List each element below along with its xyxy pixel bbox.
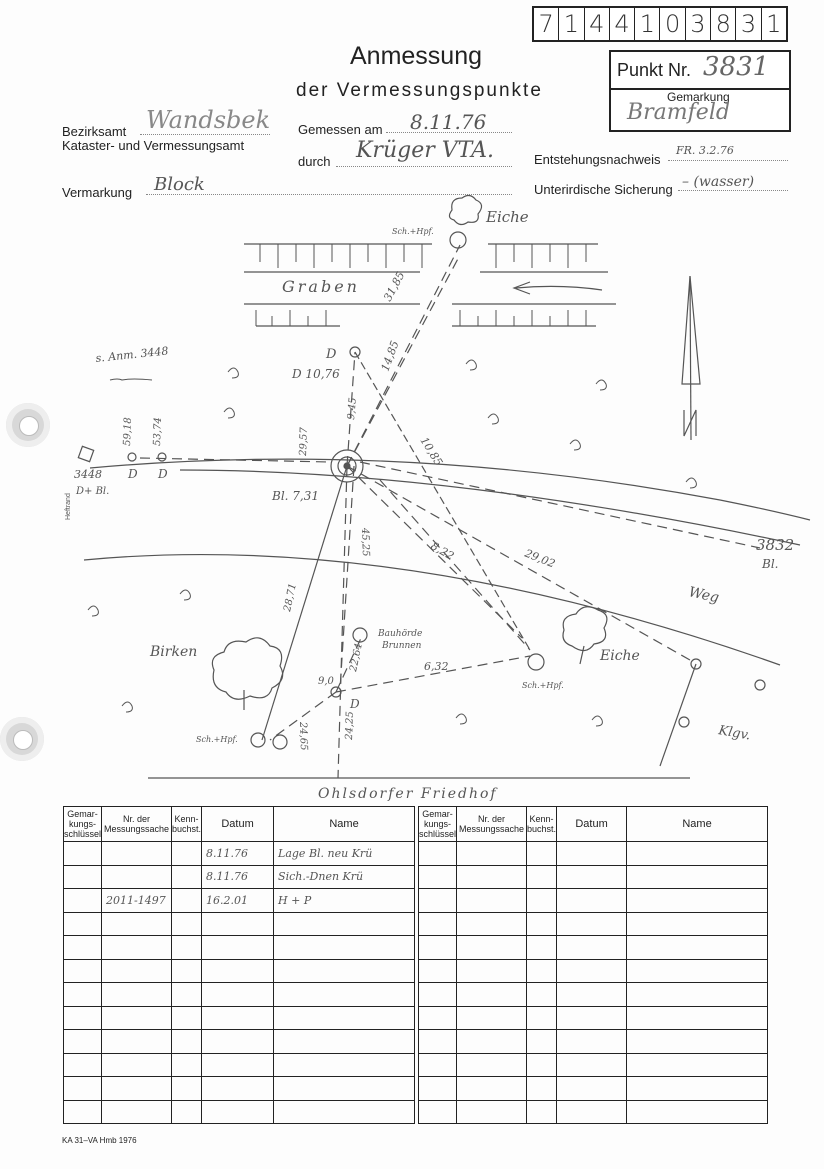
table-cell xyxy=(172,889,202,913)
header-datum: Datum xyxy=(202,807,274,842)
label-sch-left: Sch.+Hpf. xyxy=(196,735,238,744)
table-cell xyxy=(419,842,457,866)
table-cell xyxy=(557,959,627,983)
id-digit: 1 xyxy=(766,10,782,38)
label-d1: D xyxy=(128,467,138,481)
table-row xyxy=(419,1053,768,1077)
table-cell: 8.11.76 xyxy=(202,865,274,889)
table-cell: 2011-1497 xyxy=(102,889,172,913)
register-table-left xyxy=(63,806,415,1124)
table-cell xyxy=(172,983,202,1007)
table-row xyxy=(64,912,415,936)
table-cell: Sich.-Dnen Krü xyxy=(274,865,415,889)
measure-4525: 45,25 xyxy=(359,527,371,557)
kataster-label: Kataster- und Vermessungsamt xyxy=(62,138,245,153)
table-cell xyxy=(202,983,274,1007)
table-cell xyxy=(172,1100,202,1124)
form-code: KA 31–VA Hmb 1976 xyxy=(62,1136,137,1145)
id-digit: 4 xyxy=(610,8,635,40)
table-cell xyxy=(527,1006,557,1030)
measure-90: 9,0 xyxy=(318,676,334,687)
table-cell xyxy=(627,912,768,936)
sicherung-label: Unterirdische Sicherung xyxy=(534,182,673,197)
table-cell xyxy=(172,912,202,936)
table-cell xyxy=(64,842,102,866)
label-bl-731: Bl. 7,31 xyxy=(272,489,320,503)
table-cell xyxy=(527,1030,557,1054)
table-row xyxy=(419,889,768,913)
table-cell xyxy=(274,936,415,960)
table-cell xyxy=(64,983,102,1007)
table-cell xyxy=(457,1100,527,1124)
table-row xyxy=(64,1006,415,1030)
header-datum-right: Datum xyxy=(557,807,627,842)
table-row xyxy=(419,936,768,960)
table-cell xyxy=(419,1030,457,1054)
table-cell xyxy=(172,1030,202,1054)
label-klgv: Klgv. xyxy=(717,723,752,744)
table-cell xyxy=(172,1053,202,1077)
punkt-value: 3831 xyxy=(703,52,770,82)
table-row xyxy=(64,889,415,913)
table-cell xyxy=(419,889,457,913)
table-cell xyxy=(102,865,172,889)
id-digit: 0 xyxy=(660,8,685,40)
table-cell xyxy=(557,1100,627,1124)
register-table-right xyxy=(418,806,768,1124)
table-cell xyxy=(274,1030,415,1054)
table-row xyxy=(419,959,768,983)
table-cell xyxy=(274,959,415,983)
label-d-10: D 10,76 xyxy=(292,367,340,381)
table-cell xyxy=(527,842,557,866)
table-cell xyxy=(527,983,557,1007)
table-cell xyxy=(102,983,172,1007)
label-sch-top: Sch.+Hpf. xyxy=(392,227,434,236)
label-d-bottom: D xyxy=(350,697,360,711)
table-cell xyxy=(202,959,274,983)
table-cell xyxy=(202,1006,274,1030)
table-cell xyxy=(172,959,202,983)
gemessen-label: Gemessen am xyxy=(298,122,383,137)
measure-3185: 31,85 xyxy=(381,269,408,304)
table-cell xyxy=(627,865,768,889)
table-cell xyxy=(527,936,557,960)
table-cell xyxy=(527,889,557,913)
label-heftrand: Heftrand xyxy=(65,493,72,520)
table-cell xyxy=(627,959,768,983)
table-cell xyxy=(627,1006,768,1030)
table-cell xyxy=(419,983,457,1007)
punkt-label: Punkt Nr. xyxy=(617,60,692,80)
table-cell: H + P xyxy=(274,889,415,913)
table-cell xyxy=(202,912,274,936)
table-cell xyxy=(627,1100,768,1124)
table-cell xyxy=(274,912,415,936)
table-cell xyxy=(64,1053,102,1077)
table-row xyxy=(64,1030,415,1054)
measure-2957: 29,57 xyxy=(298,427,310,457)
table-row xyxy=(64,1077,415,1101)
sicherung-value: – (wasser) xyxy=(682,174,755,190)
table-cell xyxy=(557,1030,627,1054)
measure-2902: 29,02 xyxy=(522,546,557,571)
table-cell xyxy=(172,865,202,889)
label-d2: D xyxy=(158,467,168,481)
table-row xyxy=(419,1077,768,1101)
measure-945: 9,45 xyxy=(346,397,359,421)
table-cell xyxy=(457,1077,527,1101)
table-cell xyxy=(419,1053,457,1077)
table-cell xyxy=(102,1100,172,1124)
table-row xyxy=(419,1006,768,1030)
table-row xyxy=(64,936,415,960)
table-row xyxy=(419,1030,768,1054)
label-eiche-top: Eiche xyxy=(486,208,529,226)
table-cell xyxy=(64,959,102,983)
id-digit: 1 xyxy=(559,8,584,40)
table-cell xyxy=(557,912,627,936)
vermarkung-value: Block xyxy=(154,174,205,195)
table-row xyxy=(419,983,768,1007)
table-row xyxy=(419,842,768,866)
table-cell xyxy=(274,983,415,1007)
table-cell xyxy=(202,1030,274,1054)
table-cell xyxy=(557,842,627,866)
table-cell xyxy=(527,1100,557,1124)
gemarkung-label: Gemarkung xyxy=(667,90,730,104)
table-cell xyxy=(202,1053,274,1077)
label-eiche-mid: Eiche xyxy=(600,648,640,664)
table-cell xyxy=(527,865,557,889)
label-s-anm: s. Anm. 3448 xyxy=(94,344,170,365)
measure-1485: 14,85 xyxy=(378,338,402,374)
measure-5918: 59,18 xyxy=(122,417,134,447)
table-cell xyxy=(557,1077,627,1101)
table-row xyxy=(64,842,415,866)
label-sch-mid: Sch.+Hpf. xyxy=(522,681,564,690)
header-messungssache-right: Nr. der Messungssache xyxy=(457,807,527,842)
label-d-bl: D+ Bl. xyxy=(76,486,110,497)
id-digit: 3 xyxy=(686,8,711,40)
gemarkung-value: Bramfeld xyxy=(627,100,730,125)
table-cell: 8.11.76 xyxy=(202,842,274,866)
table-cell xyxy=(457,865,527,889)
table-cell: Lage Bl. neu Krü xyxy=(274,842,415,866)
table-cell xyxy=(64,865,102,889)
table-cell xyxy=(627,1053,768,1077)
label-birken: Birken xyxy=(150,644,198,660)
table-cell xyxy=(202,1100,274,1124)
entstehung-label: Entstehungsnachweis xyxy=(534,152,661,167)
table-cell xyxy=(627,983,768,1007)
label-weg: Weg xyxy=(687,584,721,607)
table-cell xyxy=(527,1077,557,1101)
header-messungssache: Nr. der Messungssache xyxy=(102,807,172,842)
table-cell xyxy=(419,912,457,936)
label-3832: 3832 xyxy=(756,536,795,554)
table-cell xyxy=(557,865,627,889)
table-cell xyxy=(419,1100,457,1124)
label-brunnen: Brunnen xyxy=(382,641,422,651)
gemessen-value: 8.11.76 xyxy=(410,110,487,134)
table-cell xyxy=(527,1053,557,1077)
table-cell xyxy=(64,936,102,960)
table-cell xyxy=(274,1100,415,1124)
durch-label: durch xyxy=(298,154,331,169)
label-friedhof: Ohlsdorfer Friedhof xyxy=(318,786,498,802)
table-cell xyxy=(457,983,527,1007)
header-name: Name xyxy=(274,807,415,842)
table-cell xyxy=(102,1077,172,1101)
measure-2264: 22,64 xyxy=(348,642,365,673)
table-row xyxy=(64,983,415,1007)
header-gemarkung: Gemar-kungs-schlüssel xyxy=(64,807,102,842)
vermarkung-label: Vermarkung xyxy=(62,185,133,200)
table-cell xyxy=(557,1053,627,1077)
table-cell xyxy=(627,936,768,960)
table-cell xyxy=(457,1053,527,1077)
table-row xyxy=(64,1053,415,1077)
table-cell xyxy=(102,842,172,866)
id-digit: 3 xyxy=(736,8,761,40)
table-cell xyxy=(419,1077,457,1101)
table-cell xyxy=(457,936,527,960)
table-cell xyxy=(172,1006,202,1030)
table-cell xyxy=(64,1006,102,1030)
table-cell xyxy=(102,959,172,983)
table-cell xyxy=(457,959,527,983)
table-cell xyxy=(274,1006,415,1030)
durch-value: Krüger VTA. xyxy=(356,138,494,163)
table-row xyxy=(64,1100,415,1124)
table-cell xyxy=(102,1030,172,1054)
label-d-top: D xyxy=(326,347,337,362)
table-cell xyxy=(627,889,768,913)
label-graben: Graben xyxy=(282,277,360,296)
label-bl-right: Bl. xyxy=(762,557,779,571)
table-cell xyxy=(419,936,457,960)
table-cell xyxy=(274,1077,415,1101)
id-digit: 7 xyxy=(534,8,559,40)
label-3448: 3448 xyxy=(74,468,102,481)
table-cell xyxy=(627,1077,768,1101)
header-gemarkung-right: Gemar-kungs-schlüssel xyxy=(419,807,457,842)
measure-1085: 10,85 xyxy=(417,434,446,469)
table-cell xyxy=(419,865,457,889)
table-cell xyxy=(172,936,202,960)
measure-632: 6,32 xyxy=(424,660,449,673)
label-bauhoerde: Bauhörde xyxy=(378,629,423,639)
table-cell xyxy=(457,912,527,936)
page-title: Anmessung xyxy=(350,42,483,70)
table-cell xyxy=(527,912,557,936)
table-row xyxy=(419,865,768,889)
table-cell xyxy=(627,842,768,866)
table-cell xyxy=(457,1030,527,1054)
entstehung-value: FR. 3.2.76 xyxy=(676,144,734,157)
table-cell xyxy=(527,959,557,983)
table-cell xyxy=(64,1030,102,1054)
bezirksamt-label: Bezirksamt xyxy=(62,124,127,139)
table-row xyxy=(419,1100,768,1124)
measure-2465: 24,65 xyxy=(297,721,309,751)
measure-822: 8,22 xyxy=(428,539,457,563)
measure-5374: 53,74 xyxy=(152,417,164,447)
header-kennbuchst-right: Kenn-buchst. xyxy=(527,807,557,842)
table-cell xyxy=(102,912,172,936)
bezirksamt-value: Wandsbek xyxy=(146,106,271,134)
table-row xyxy=(64,959,415,983)
table-cell xyxy=(419,1006,457,1030)
table-cell xyxy=(172,842,202,866)
table-cell xyxy=(102,1006,172,1030)
id-digit: 1 xyxy=(635,8,660,40)
header-kennbuchst: Kenn-buchst. xyxy=(172,807,202,842)
table-cell xyxy=(202,1077,274,1101)
table-cell xyxy=(64,1077,102,1101)
table-cell xyxy=(102,936,172,960)
table-cell xyxy=(457,1006,527,1030)
table-cell xyxy=(64,912,102,936)
table-cell xyxy=(557,983,627,1007)
table-cell xyxy=(557,889,627,913)
table-cell xyxy=(419,959,457,983)
table-cell xyxy=(457,842,527,866)
id-digit: 4 xyxy=(585,8,610,40)
table-cell: 16.2.01 xyxy=(202,889,274,913)
table-cell xyxy=(627,1030,768,1054)
table-row xyxy=(419,912,768,936)
measure-2425: 24,25 xyxy=(344,711,356,741)
table-cell xyxy=(202,936,274,960)
table-cell xyxy=(557,936,627,960)
table-cell xyxy=(172,1077,202,1101)
table-cell xyxy=(457,889,527,913)
table-cell xyxy=(274,1053,415,1077)
table-cell xyxy=(64,889,102,913)
table-row xyxy=(64,865,415,889)
page-subtitle: der Vermessungspunkte xyxy=(296,80,543,101)
table-cell xyxy=(64,1100,102,1124)
measure-2871: 28,71 xyxy=(282,582,299,613)
table-cell xyxy=(102,1053,172,1077)
table-cell xyxy=(557,1006,627,1030)
header-name-right: Name xyxy=(627,807,768,842)
id-digit: 8 xyxy=(711,8,736,40)
